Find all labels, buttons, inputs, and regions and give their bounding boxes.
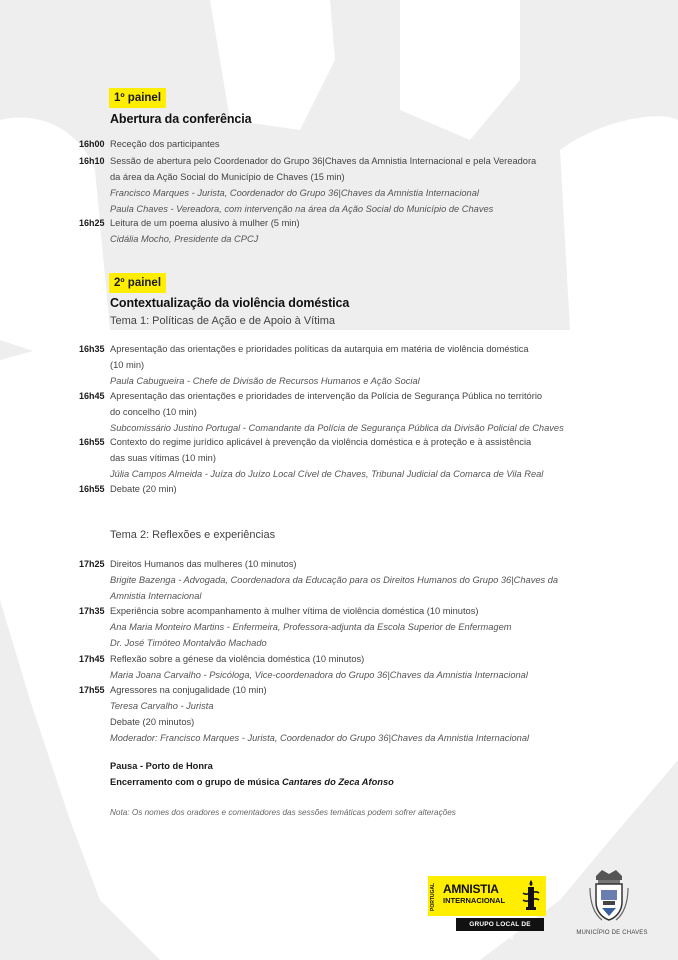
amnistia-subtitle: INTERNACIONAL xyxy=(443,896,506,905)
speaker-text: Júlia Campos Almeida - Juíza do Juízo Local Cível de Chaves, Tribunal Judicial da Comarca de Vila Real xyxy=(110,469,544,479)
speaker-text: Teresa Carvalho - Jurista xyxy=(110,701,214,711)
item-text: Reflexão sobre a génese da violência doméstica (10 minutos) xyxy=(110,654,365,664)
speaker-text: Francisco Marques - Jurista, Coordenador do Grupo 36|Chaves da Amnistia Internacional xyxy=(110,188,479,198)
speaker-text: Cidália Mocho, Presidente da CPCJ xyxy=(110,234,259,244)
item-text: Agressores na conjugalidade (10 min) xyxy=(110,685,267,695)
speaker-text: Paula Chaves - Vereadora, com intervenção na área da Ação Social do Município de Chaves xyxy=(110,204,494,214)
item-text: das suas vítimas (10 min) xyxy=(110,453,216,463)
speaker-text: Brigite Bazenga - Advogada, Coordenadora da Educação para os Direitos Humanos do Grupo 36|Chaves da xyxy=(110,575,559,585)
item-text: Leitura de um poema alusivo à mulher (5 min) xyxy=(110,218,300,228)
candle-barbed-wire-icon xyxy=(520,879,542,913)
speaker-text: Dr. José Timóteo Montalvão Machado xyxy=(110,638,267,648)
time-label: 16h35 xyxy=(79,344,105,354)
item-text: (10 min) xyxy=(110,360,145,370)
theme-1-title: Tema 1: Políticas de Ação e de Apoio à Vítima xyxy=(110,315,336,327)
municipio-crest-icon xyxy=(588,868,630,924)
time-label: 16h45 xyxy=(79,391,105,401)
amnistia-group-label: GRUPO LOCAL DE CHAVES xyxy=(456,918,544,931)
item-text: do concelho (10 min) xyxy=(110,407,197,417)
time-label: 17h55 xyxy=(79,685,105,695)
panel-1-title: Abertura da conferência xyxy=(110,112,252,126)
item-text: Apresentação das orientações e prioridades de intervenção da Polícia de Segurança Pública no território xyxy=(110,391,543,401)
item-text: Debate (20 minutos) xyxy=(110,717,195,727)
amnistia-country: PORTUGAL xyxy=(430,882,436,912)
item-text: Sessão de abertura pelo Coordenador do Grupo 36|Chaves da Amnistia Internacional e pela Vereadora xyxy=(110,156,537,166)
item-text: Experiência sobre acompanhamento à mulher vítima de violência doméstica (10 minutos) xyxy=(110,606,479,616)
time-label: 16h55 xyxy=(79,437,105,447)
time-label: 17h25 xyxy=(79,559,105,569)
encerramento-line xyxy=(110,774,394,790)
speaker-text: Moderador: Francisco Marques - Jurista, Coordenador do Grupo 36|Chaves da Amnistia Internacional xyxy=(110,733,530,743)
time-label: 16h55 xyxy=(79,484,105,494)
music-group-name: Cantares do Zeca Afonso xyxy=(282,777,394,787)
time-label: 17h35 xyxy=(79,606,105,616)
panel-2-badge: 2º painel xyxy=(109,273,166,293)
municipio-label: MUNICÍPIO DE CHAVES xyxy=(576,930,648,936)
amnistia-logo xyxy=(428,876,546,941)
theme-2-title: Tema 2: Reflexões e experiências xyxy=(110,529,276,541)
footnote: Nota: Os nomes dos oradores e comentadores das sessões temáticas podem sofrer alterações xyxy=(110,808,456,817)
panel-1-badge: 1º painel xyxy=(109,88,166,108)
amnistia-name: AMNISTIA xyxy=(443,882,499,896)
amnistia-logo-block xyxy=(428,876,546,916)
speaker-text: Maria Joana Carvalho - Psicóloga, Vice-coordenadora do Grupo 36|Chaves da Amnistia Internacional xyxy=(110,670,528,680)
pausa-line: Pausa - Porto de Honra xyxy=(110,761,213,771)
item-text: Direitos Humanos das mulheres (10 minutos) xyxy=(110,559,297,569)
panel-2-title: Contextualização da violência doméstica xyxy=(110,296,350,310)
item-text: Debate (20 min) xyxy=(110,484,177,494)
speaker-text: Amnistia Internacional xyxy=(110,591,202,601)
item-text: da área da Ação Social do Município de Chaves (15 min) xyxy=(110,172,345,182)
speaker-text: Ana Maria Monteiro Martins - Enfermeira, Professora-adjunta da Escola Superior de Enfermagem xyxy=(110,622,512,632)
encerramento-text: Encerramento com o grupo de música xyxy=(110,777,283,787)
item-text: Contexto do regime jurídico aplicável à prevenção da violência doméstica e à proteção e à assistência xyxy=(110,437,532,447)
time-label: 16h10 xyxy=(79,156,105,166)
speaker-text: Paula Cabugueira - Chefe de Divisão de Recursos Humanos e Ação Social xyxy=(110,376,420,386)
time-label: 16h00 xyxy=(79,139,105,149)
time-label: 16h25 xyxy=(79,218,105,228)
item-text: Receção dos participantes xyxy=(110,139,220,149)
speaker-text: Subcomissário Justino Portugal - Comandante da Polícia de Segurança Pública da Divisão Policial de Chaves xyxy=(110,423,564,433)
time-label: 17h45 xyxy=(79,654,105,664)
item-text: Apresentação das orientações e prioridades políticas da autarquia em matéria de violência doméstica xyxy=(110,344,529,354)
